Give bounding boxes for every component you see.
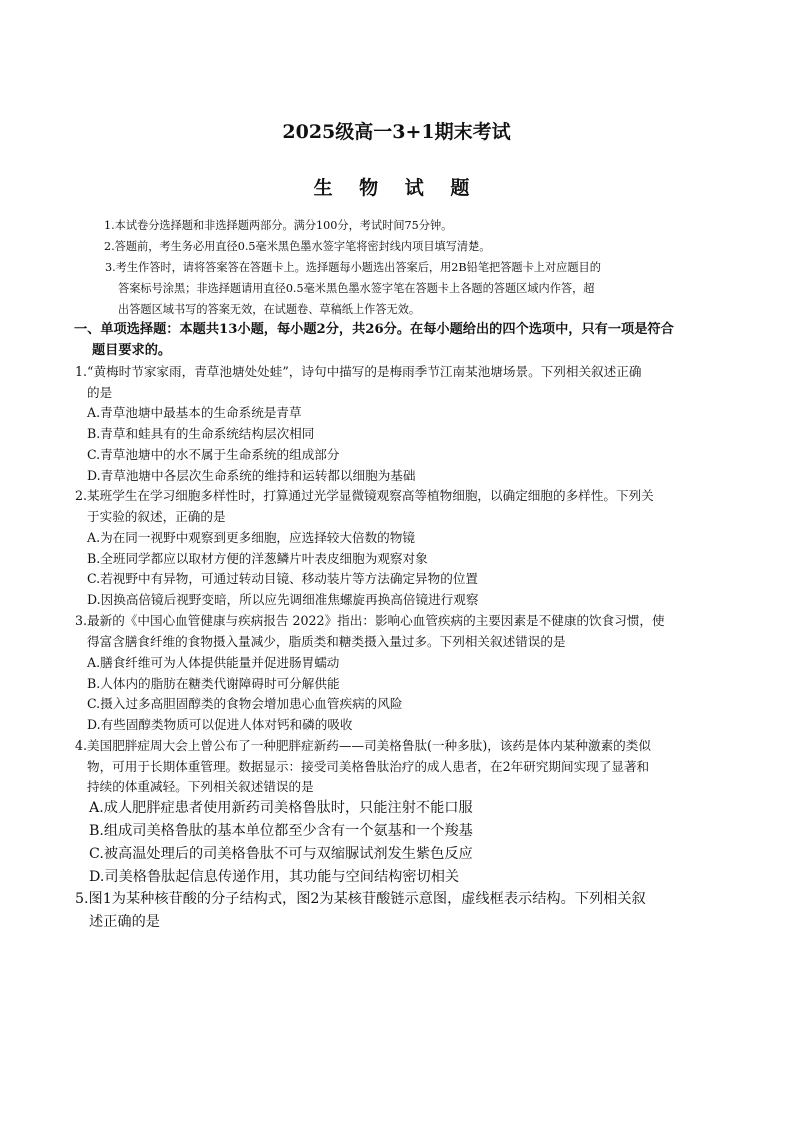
q3-stem-cont: 得富含膳食纤维的食物摄入量减少，脂质类和糖类摄入量过多。下列相关叙述错误的是: [87, 634, 566, 649]
subject-title: 生 物 试 题: [313, 177, 480, 199]
section-heading-cont: 题目要求的。: [92, 343, 172, 358]
q4-option-b: B.组成司美格鲁肽的基本单位都至少含有一个氨基和一个羧基: [89, 823, 473, 839]
q2-option-b: B.全班同学都应以取材方便的洋葱鳞片叶表皮细胞为观察对象: [87, 551, 428, 566]
q5-stem: 5.图1为某种核苷酸的分子结构式，图2为某核苷酸链示意图，虚线框表示结构。下列相关叙: [75, 891, 646, 907]
q4-option-c: C.被高温处理后的司美格鲁肽不可与双缩脲试剂发生紫色反应: [89, 846, 473, 862]
q3-option-a: A.膳食纤维可为人体提供能量并促进肠胃蠕动: [87, 655, 340, 670]
note-line: 答案标号涂黑；非选择题请用直径0.5毫米黑色墨水签字笔在答题卡上各题的答题区域内作答，超: [118, 282, 595, 295]
exam-title: 2025级高一3+1期末考试: [282, 121, 511, 143]
q4-stem-cont: 持续的体重减轻。下列相关叙述错误的是: [87, 779, 314, 794]
q2-option-c: C.若视野中有异物，可通过转动目镜、移动装片等方法确定异物的位置: [87, 571, 479, 586]
q4-stem-cont: 物，可用于长期体重管理。数据显示：接受司美格鲁肽治疗的成人患者，在2年研究期间实现了显著和: [87, 759, 650, 774]
q1-stem: 1.“黄梅时节家家雨，青草池塘处处蛙”，诗句中描写的是梅雨季节江南某池塘场景。下列相关叙述正确: [75, 364, 642, 379]
q5-stem-cont: 述正确的是: [89, 914, 160, 930]
q4-option-a: A.成人肥胖症患者使用新药司美格鲁肽时，只能注射不能口服: [89, 800, 473, 816]
q3-stem: 3.最新的《中国心血管健康与疾病报告 2022》指出：影响心血管疾病的主要因素是不健康的饮食习惯，使: [75, 613, 665, 628]
note-line: 3.考生作答时，请将答案答在答题卡上。选择题每小题选出答案后，用2B铅笔把答题卡上对应题目的: [105, 261, 601, 274]
note-line: 1.本试卷分选择题和非选择题两部分。满分100分，考试时间75分钟。: [104, 219, 453, 232]
q1-stem-cont: 的是: [87, 385, 113, 400]
q1-option-a: A.青草池塘中最基本的生命系统是青草: [87, 405, 302, 420]
q1-option-b: B.青草和蛙具有的生命系统结构层次相同: [87, 426, 315, 441]
q2-stem: 2.某班学生在学习细胞多样性时，打算通过光学显微镜观察高等植物细胞，以确定细胞的多样性。下列关: [75, 488, 654, 503]
section-heading: 一、单项选择题：本题共13小题，每小题2分，共26分。在每小题给出的四个选项中，只有一项是符合: [74, 322, 674, 337]
q2-option-a: A.为在同一视野中观察到更多细胞，应选择较大倍数的物镜: [87, 530, 415, 545]
note-line: 出答题区域书写的答案无效，在试题卷、草稿纸上作答无效。: [118, 303, 421, 316]
q2-option-d: D.因换高倍镜后视野变暗，所以应先调细准焦螺旋再换高倍镜进行观察: [87, 592, 479, 607]
q3-option-d: D.有些固醇类物质可以促进人体对钙和磷的吸收: [87, 717, 353, 732]
q3-option-c: C.摄入过多高胆固醇类的食物会增加患心血管疾病的风险: [87, 696, 403, 711]
q1-option-d: D.青草池塘中各层次生命系统的维持和运转都以细胞为基础: [87, 468, 416, 483]
q1-option-c: C.青草池塘中的水不属于生命系统的组成部分: [87, 447, 340, 462]
note-line: 2.答题前，考生务必用直径0.5毫米黑色墨水签字笔将密封线内项目填写清楚。: [104, 240, 491, 253]
q4-stem: 4.美国肥胖症周大会上曾公布了一种肥胖症新药——司美格鲁肽(一种多肽)，该药是体内某种激素的类似: [75, 738, 651, 753]
q3-option-b: B.人体内的脂肪在糖类代谢障碍时可分解供能: [87, 676, 340, 691]
q2-stem-cont: 于实验的叙述，正确的是: [87, 509, 226, 524]
q4-option-d: D.司美格鲁肽起信息传递作用，其功能与空间结构密切相关: [89, 869, 460, 885]
